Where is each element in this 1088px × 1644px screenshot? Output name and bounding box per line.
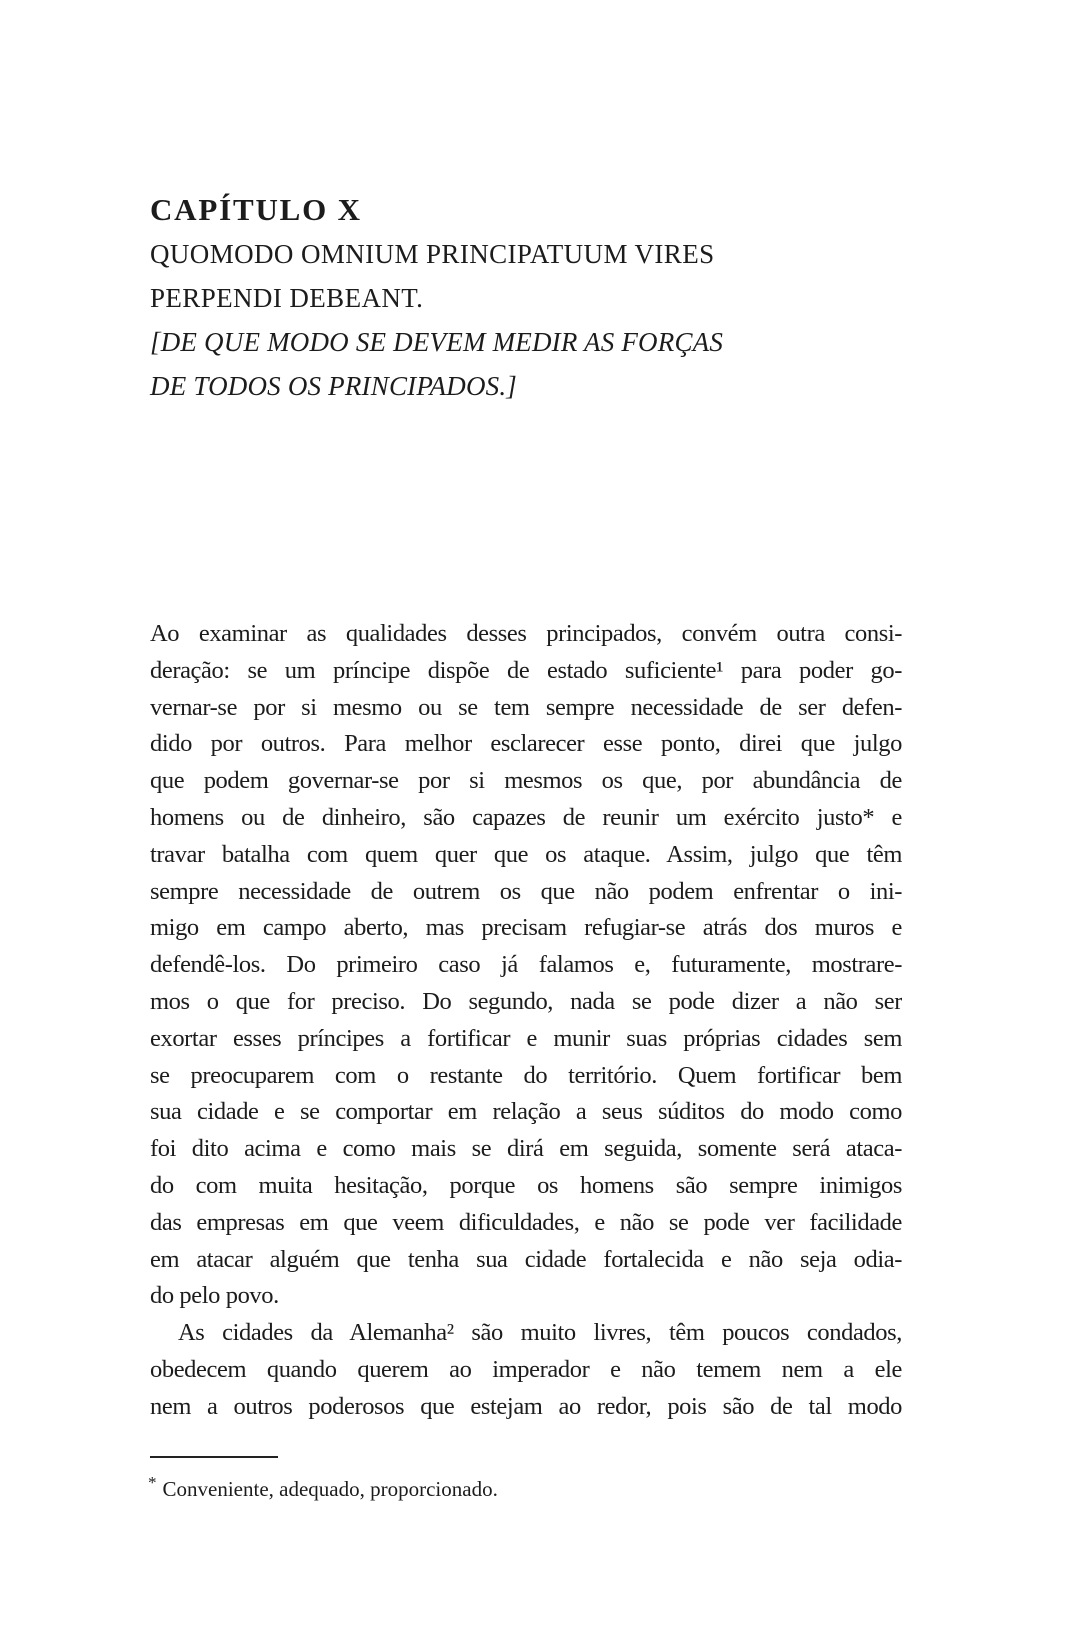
text-line: travar batalha com quem quer que os ataque. Assim, julgo que têm <box>150 840 902 868</box>
paragraph-2 <box>150 1315 902 1425</box>
text-line: das empresas em que veem dificuldades, e não se pode ver facilidade <box>150 1208 902 1236</box>
text-line: defendê-los. Do primeiro caso já falamos e, futuramente, mostrare- <box>150 951 902 979</box>
text-line: homens ou de dinheiro, são capazes de reunir um exército justo* e <box>150 803 902 831</box>
text-line: exortar esses príncipes a fortificar e munir suas próprias cidades sem <box>150 1024 902 1052</box>
text-line: nem a outros poderosos que estejam ao redor, pois são de tal modo <box>150 1392 902 1420</box>
text-line: do com muita hesitação, porque os homens são sempre inimigos <box>150 1171 902 1199</box>
footnote <box>148 1468 900 1504</box>
text-line: deração: se um príncipe dispõe de estado suficiente¹ para poder go- <box>150 656 902 684</box>
text-line: sua cidade e se comportar em relação a seus súditos do modo como <box>150 1098 902 1126</box>
text-line: em atacar alguém que tenha sua cidade fortalecida e não seja odia- <box>150 1245 902 1273</box>
text-line: sempre necessidade de outrem os que não podem enfrentar o ini- <box>150 877 902 905</box>
chapter-title-translation-line-1: [DE QUE MODO SE DEVEM MEDIR AS FORÇAS <box>150 327 724 357</box>
text-line: dido por outros. Para melhor esclarecer esse ponto, direi que julgo <box>150 730 902 758</box>
footnote-marker: * <box>148 1473 157 1492</box>
chapter-number: CAPÍTULO X <box>150 192 362 227</box>
chapter-title-latin-line-2: PERPENDI DEBEANT. <box>150 283 424 313</box>
footnote-text: Conveniente, adequado, proporcionado. <box>162 1477 498 1501</box>
text-line: obedecem quando querem ao imperador e não temem nem a ele <box>150 1355 902 1383</box>
text-line: que podem governar-se por si mesmos os que, por abundância de <box>150 767 902 795</box>
footnote-separator <box>150 1456 278 1458</box>
text-line: migo em campo aberto, mas precisam refugiar-se atrás dos muros e <box>150 914 902 942</box>
text-line: As cidades da Alemanha² são muito livres, têm poucos condados, <box>178 1319 902 1347</box>
text-line: foi dito acima e como mais se dirá em seguida, somente será ataca- <box>150 1135 902 1163</box>
text-line: do pelo povo. <box>150 1282 279 1310</box>
text-line: vernar-se por si mesmo ou se tem sempre necessidade de ser defen- <box>150 693 902 721</box>
chapter-heading <box>150 188 910 408</box>
text-line: Ao examinar as qualidades desses principados, convém outra consi- <box>150 620 902 647</box>
body-text <box>150 616 902 1426</box>
chapter-title-translation-line-2: DE TODOS OS PRINCIPADOS.] <box>150 371 518 401</box>
text-line: se preocuparem com o restante do território. Quem fortificar bem <box>150 1061 902 1089</box>
chapter-title-latin-line-1: QUOMODO OMNIUM PRINCIPATUUM VIRES <box>150 239 715 269</box>
paragraph-1 <box>150 616 902 1315</box>
text-line: mos o que for preciso. Do segundo, nada se pode dizer a não ser <box>150 987 902 1015</box>
